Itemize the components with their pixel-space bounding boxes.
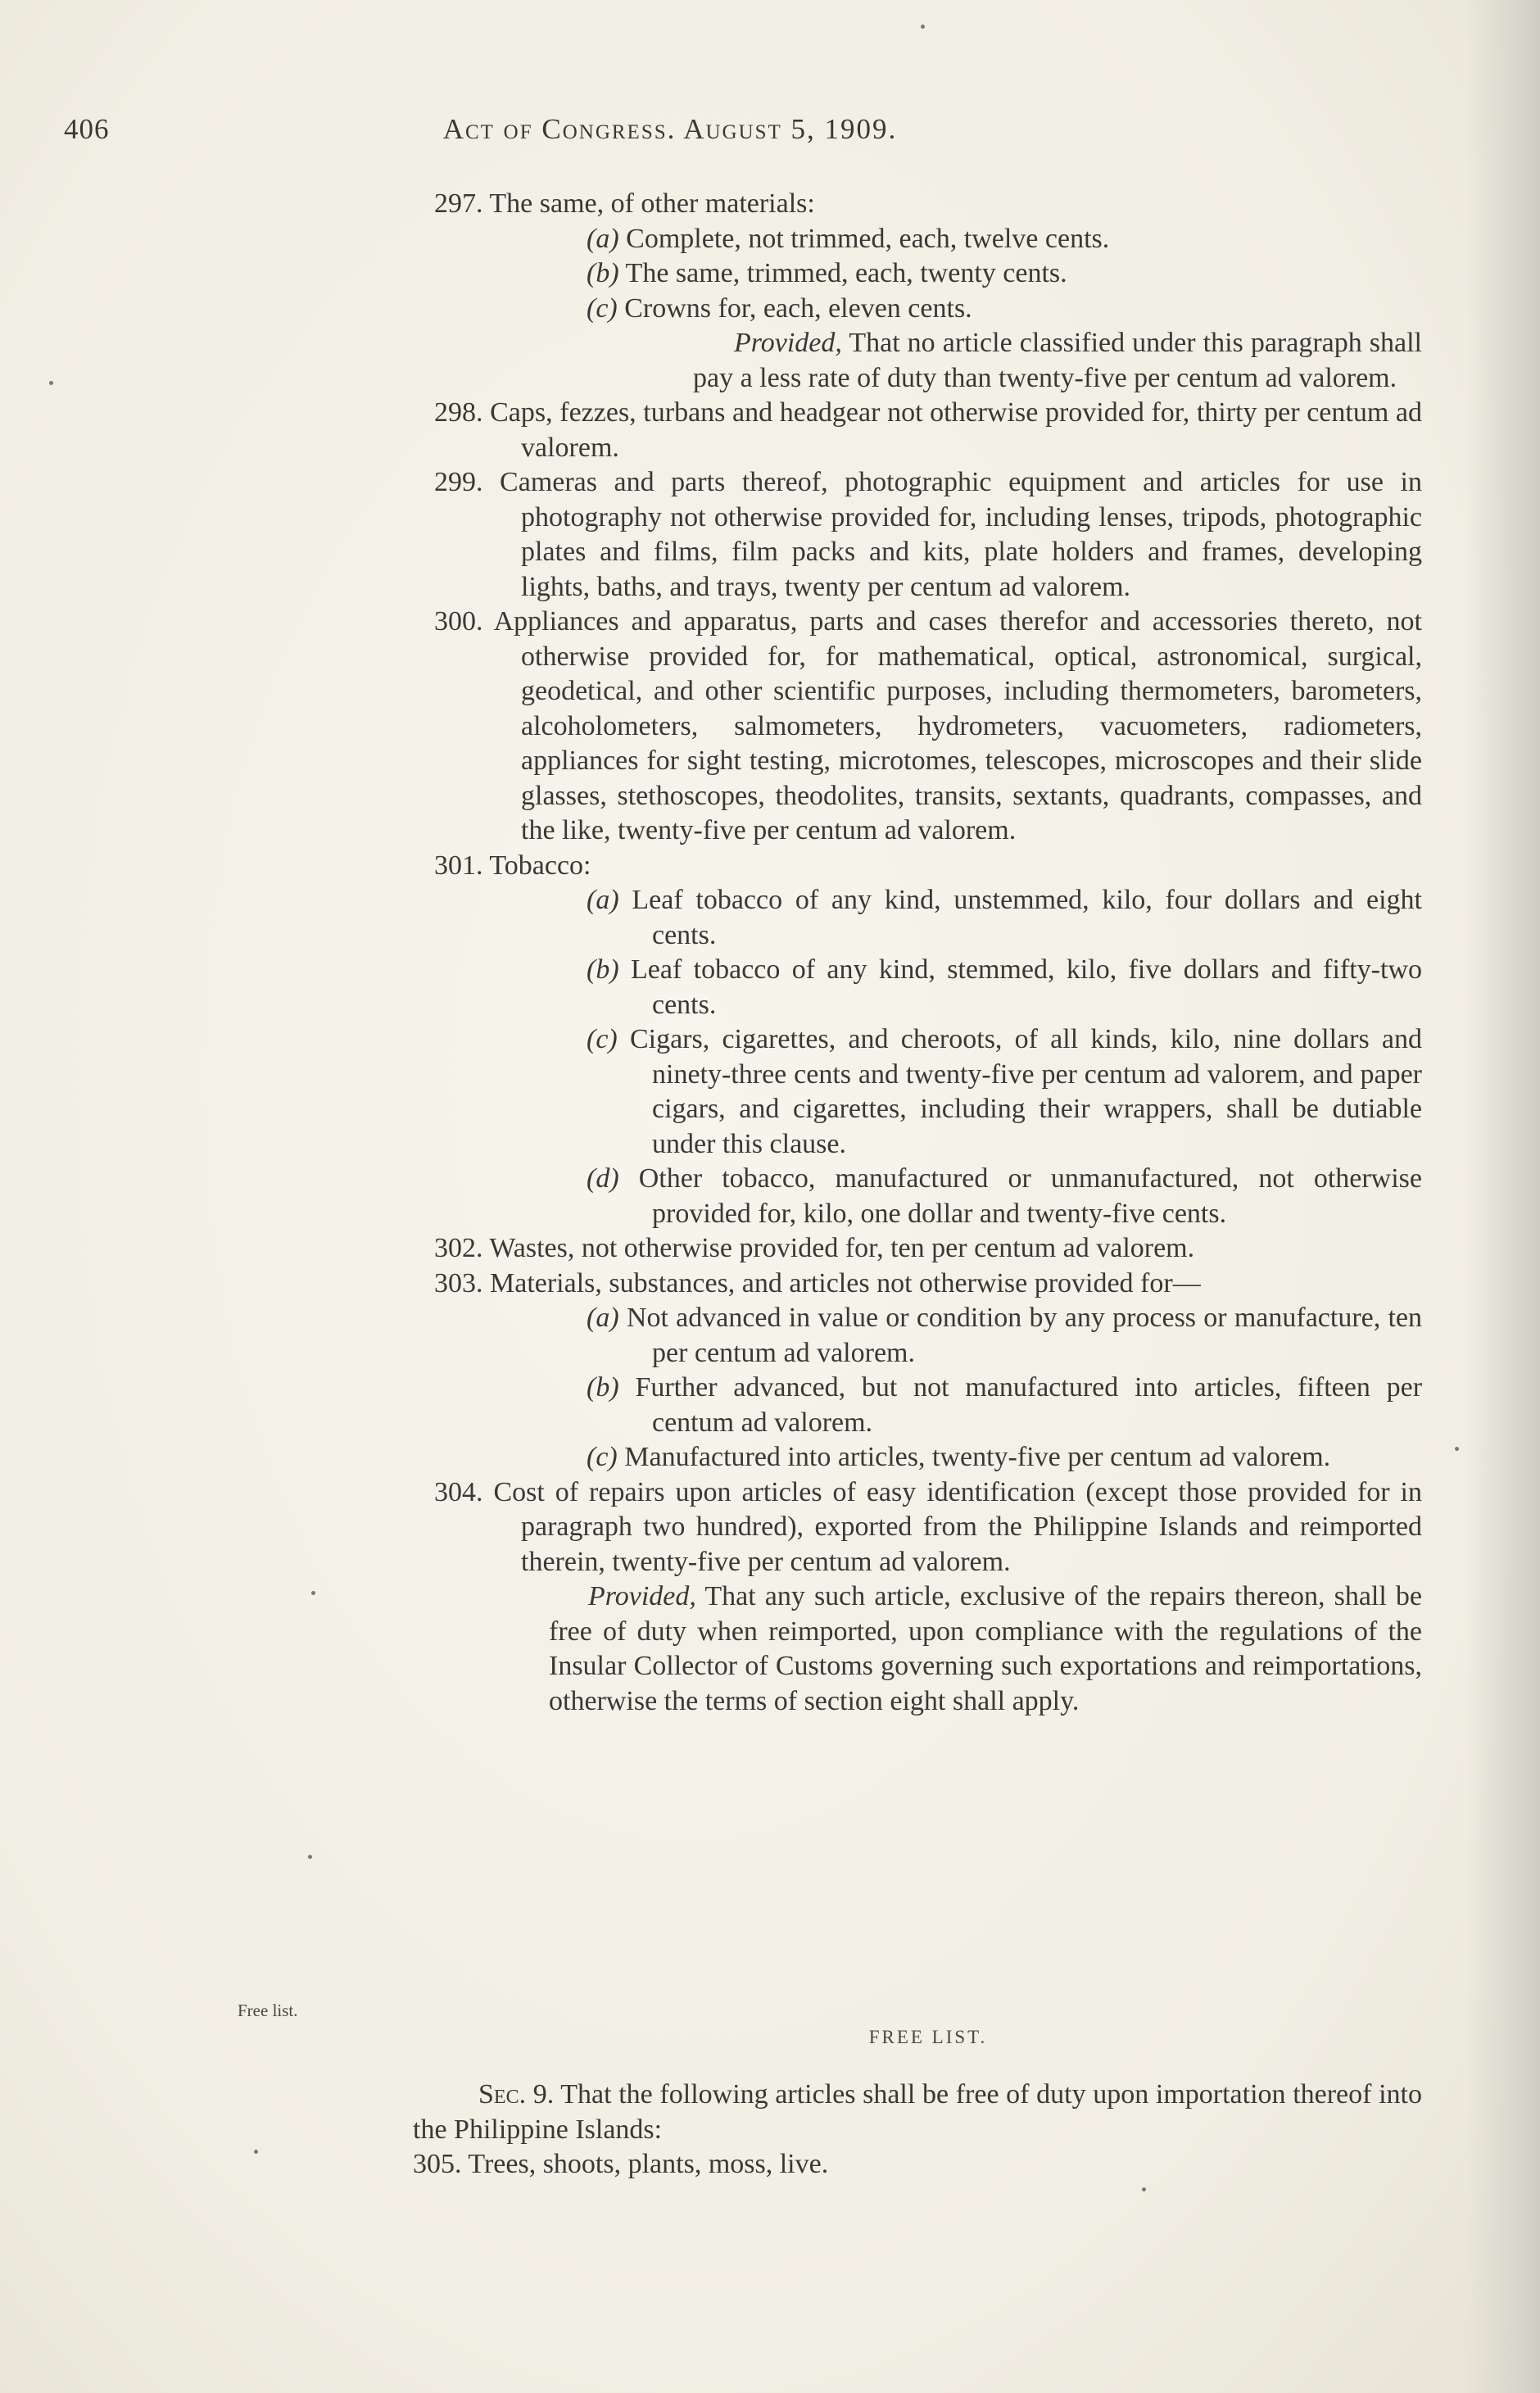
proviso-text: That no article classified under this paragraph shall pay a less rate of duty than twenty-five per centum ad valorem.: [693, 328, 1423, 393]
proviso-word: Provided,: [734, 328, 842, 358]
item-label: (d): [587, 1163, 619, 1194]
paragraph-297-item-a: [587, 222, 1422, 257]
item-text: Manufactured into articles, twenty-five per centum ad valorem.: [624, 1442, 1331, 1472]
scan-speck: [921, 25, 925, 29]
page-header: [64, 113, 1276, 154]
paragraph-303-item-b: [587, 1371, 1422, 1440]
paragraph-303-intro: 303. Materials, substances, and articles not otherwise provided for—: [434, 1267, 1201, 1298]
margin-note-free-list: Free list.: [238, 2001, 298, 2020]
paragraph-305: 305. Trees, shoots, plants, moss, live.: [413, 2149, 829, 2179]
item-label: (a): [587, 223, 619, 254]
scan-speck: [311, 1591, 315, 1595]
page-number: 406: [64, 113, 110, 145]
item-label: (a): [587, 1303, 619, 1333]
paragraph-297-item-c: [587, 292, 1422, 327]
item-text: Other tobacco, manufactured or unmanufactured, not otherwise provided for, kilo, one dollar and twenty-five cents.: [638, 1163, 1423, 1229]
item-text: Leaf tobacco of any kind, unstemmed, kilo, four dollars and eight cents.: [632, 885, 1422, 950]
scan-speck: [1142, 2187, 1146, 2191]
paragraph-303-item-a: [587, 1301, 1422, 1371]
paragraph-301-intro: 301. Tobacco:: [434, 850, 591, 881]
paragraph-304-proviso: [549, 1579, 1422, 1719]
page-edge-shadow: [1466, 0, 1540, 2393]
proviso-word: Provided,: [588, 1581, 696, 1611]
scan-speck: [308, 1855, 312, 1859]
item-label: (b): [587, 258, 619, 288]
section-label: Sec. 9.: [478, 2079, 555, 2110]
item-text: Crowns for, each, eleven cents.: [624, 292, 972, 324]
paragraph-300: 300. Appliances and apparatus, parts and cases therefor and accessories thereto, not otherwise provided for, for mathematical, optical, astronomical, surgical, geodetical, and other scientific purposes, including thermometers, barometers, alcoholometers, salmometers, hydrometers, vacuometers, radiometers, appliances for sight testing, microtomes, telescopes, microscopes and their slide glasses, stethoscopes, theodolites, transits, sextants, quadrants, compasses, and the like, twenty-five per centum ad valorem.: [434, 606, 1422, 845]
item-text: The same, trimmed, each, twenty cents.: [625, 258, 1067, 288]
paragraph-298: 298. Caps, fezzes, turbans and headgear not otherwise provided for, thirty per centum ad valorem.: [434, 397, 1422, 463]
item-label: (b): [587, 954, 619, 985]
item-text: Not advanced in value or condition by any process or manufacture, ten per centum ad valorem.: [626, 1303, 1423, 1368]
paragraph-297-proviso: [693, 326, 1422, 396]
paragraph-304: 304. Cost of repairs upon articles of easy identification (except those provided for in paragraph two hundred), exported from the Philippine Islands and reimported therein, twenty-five per centum ad valorem.: [434, 1476, 1422, 1577]
item-text: Leaf tobacco of any kind, stemmed, kilo, five dollars and fifty-two cents.: [631, 954, 1423, 1020]
scan-speck: [1455, 1447, 1459, 1451]
paragraph-303-item-c: [587, 1440, 1422, 1475]
section-text: That the following articles shall be free of duty upon importation thereof into the Philippine Islands:: [413, 2079, 1423, 2145]
item-text: Cigars, cigarettes, and cheroots, of all kinds, kilo, nine dollars and ninety-three cents and twenty-five per centum ad valorem, and paper cigars, and cigarettes, including their wrappers, shall be dutiable under this clause.: [629, 1024, 1422, 1159]
scan-speck: [254, 2150, 258, 2154]
item-text: Complete, not trimmed, each, twelve cents.: [626, 223, 1110, 254]
tariff-paragraphs: [434, 187, 1422, 1719]
free-list-heading: FREE LIST.: [868, 2027, 988, 2047]
proviso-text: That any such article, exclusive of the repairs thereon, shall be free of duty when reimported, upon compliance with the regulations of the Insular Collector of Customs governing such exportations and reimportations, otherwise the terms of section eight shall apply.: [549, 1581, 1422, 1716]
section-9: [413, 2078, 1422, 2182]
item-label: (c): [587, 1442, 618, 1472]
paragraph-297-item-b: [587, 256, 1422, 292]
item-label: (c): [587, 292, 618, 324]
paragraph-297-intro: 297. The same, of other materials:: [434, 188, 815, 219]
item-label: (c): [587, 1024, 618, 1054]
paragraph-301-item-a: [587, 883, 1422, 953]
scan-speck: [49, 381, 53, 385]
paragraph-299: 299. Cameras and parts thereof, photographic equipment and articles for use in photography not otherwise provided for, including lenses, tripods, photographic plates and films, film packs and kits, plate holders and frames, developing lights, baths, and trays, twenty per centum ad valorem.: [434, 467, 1422, 602]
paragraph-301-item-b: [587, 953, 1422, 1022]
section-9-intro: [413, 2078, 1422, 2147]
paragraph-302: 302. Wastes, not otherwise provided for, ten per centum ad valorem.: [434, 1233, 1195, 1263]
paragraph-301-item-d: [587, 1162, 1422, 1231]
item-label: (b): [587, 1372, 619, 1403]
item-label: (a): [587, 885, 619, 915]
paragraph-301-item-c: [587, 1022, 1422, 1162]
running-head: Act of Congress. August 5, 1909.: [442, 113, 898, 145]
item-text: Further advanced, but not manufactured into articles, fifteen per centum ad valorem.: [635, 1372, 1423, 1438]
